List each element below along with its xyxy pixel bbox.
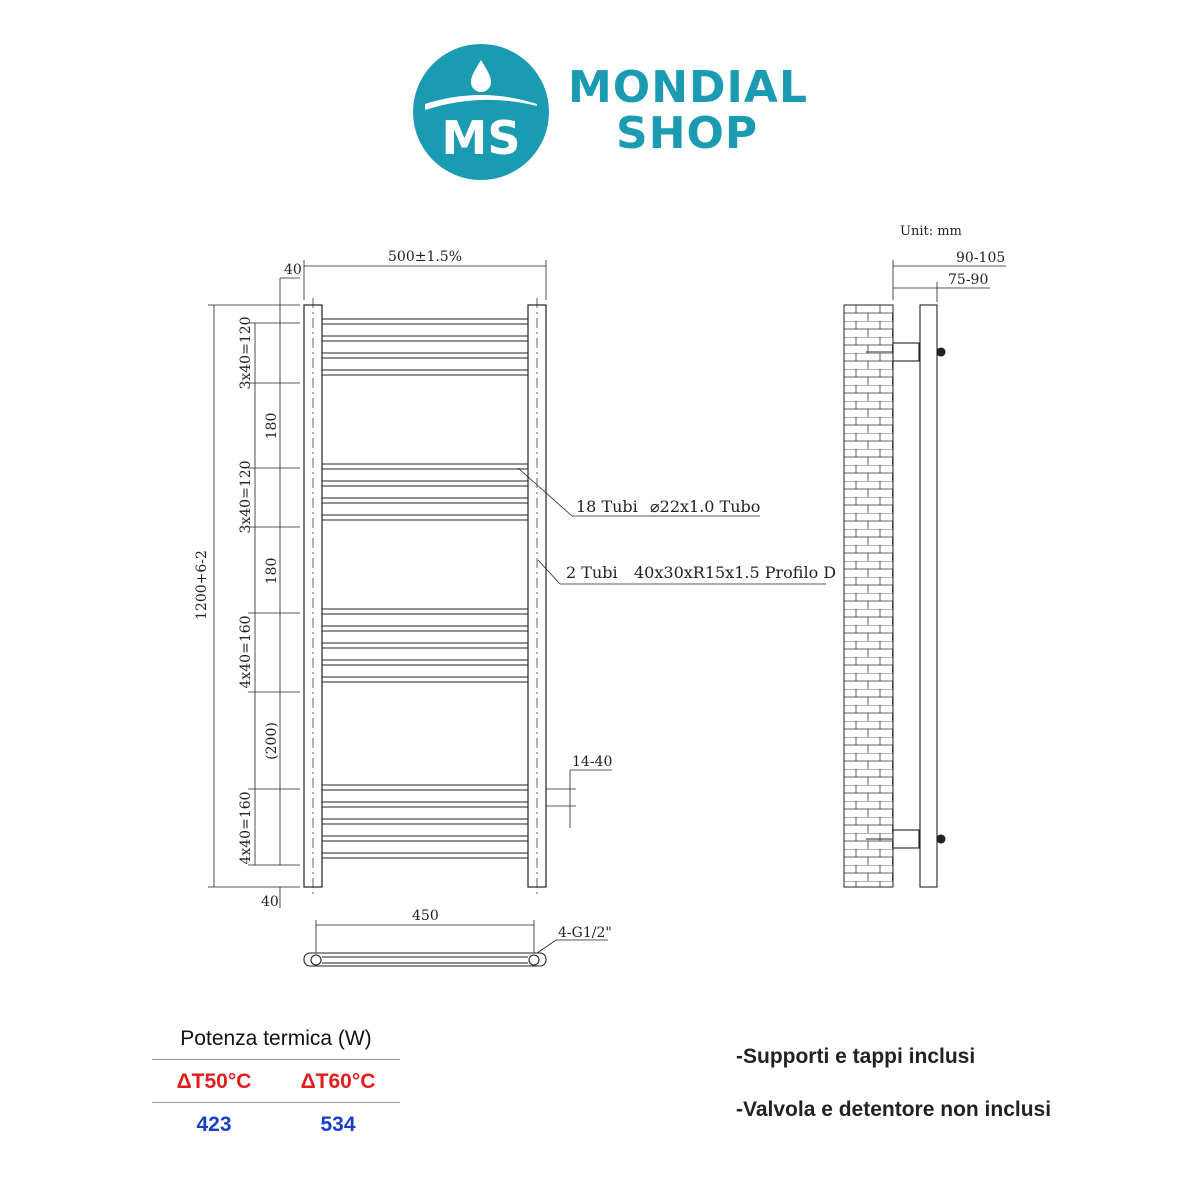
group-dimension-label: 4x40=160 <box>238 615 254 689</box>
callout-tubes-spec: ⌀22x1.0 Tubo <box>650 497 761 516</box>
group-dimension-label: (200) <box>264 722 280 760</box>
gap-label: 14-40 <box>572 754 613 770</box>
power-values-row <box>152 1103 400 1145</box>
power-col1-value: 423 <box>196 1113 232 1136</box>
group-dimension-label: 3x40=120 <box>238 316 254 390</box>
brick-wall <box>844 305 893 887</box>
callout-profile-spec: 40x30xR15x1.5 Profilo D <box>634 563 837 582</box>
group-dimension-label: 4x40=160 <box>238 791 254 865</box>
group-dimension-label: 180 <box>264 412 280 440</box>
connection-label: 4-G1/2" <box>558 925 612 941</box>
logo-letters: MS <box>441 111 521 165</box>
notes <box>736 1045 1051 1151</box>
top-bracket <box>893 343 919 361</box>
bottom-view-bar <box>304 953 546 966</box>
side-depth-outer-label: 90-105 <box>956 250 1006 266</box>
height-total-label: 1200+6-2 <box>194 550 210 620</box>
callout-tubes-count: 18 Tubi <box>576 497 638 516</box>
brand-name-line1: MONDIAL <box>568 62 808 113</box>
note-supports: -Supporti e tappi inclusi <box>736 1045 976 1068</box>
power-title: Potenza termica (W) <box>152 1027 400 1060</box>
bottom-bracket <box>893 830 919 848</box>
offset-bottom-label: 40 <box>261 894 279 910</box>
group-dimension-label: 3x40=120 <box>238 460 254 534</box>
side-rail <box>920 305 937 887</box>
offset-top-label: 40 <box>284 262 302 278</box>
callout-profile-count: 2 Tubi <box>566 563 618 582</box>
brand-name-line2: SHOP <box>616 108 759 159</box>
note-valve: -Valvola e detentore non inclusi <box>736 1098 1052 1121</box>
group-dimension-label: 180 <box>264 557 280 585</box>
side-depth-inner-label: 75-90 <box>948 272 989 288</box>
power-col2-value: 534 <box>320 1113 356 1136</box>
power-header-row <box>152 1060 400 1103</box>
unit-label: Unit: mm <box>900 224 962 239</box>
power-table <box>152 1027 400 1145</box>
power-col2-label: ΔT60°C <box>300 1070 376 1093</box>
bottom-width-label: 450 <box>412 908 439 924</box>
power-col1-label: ΔT50°C <box>176 1070 252 1093</box>
width-total-label: 500±1.5% <box>388 249 463 265</box>
